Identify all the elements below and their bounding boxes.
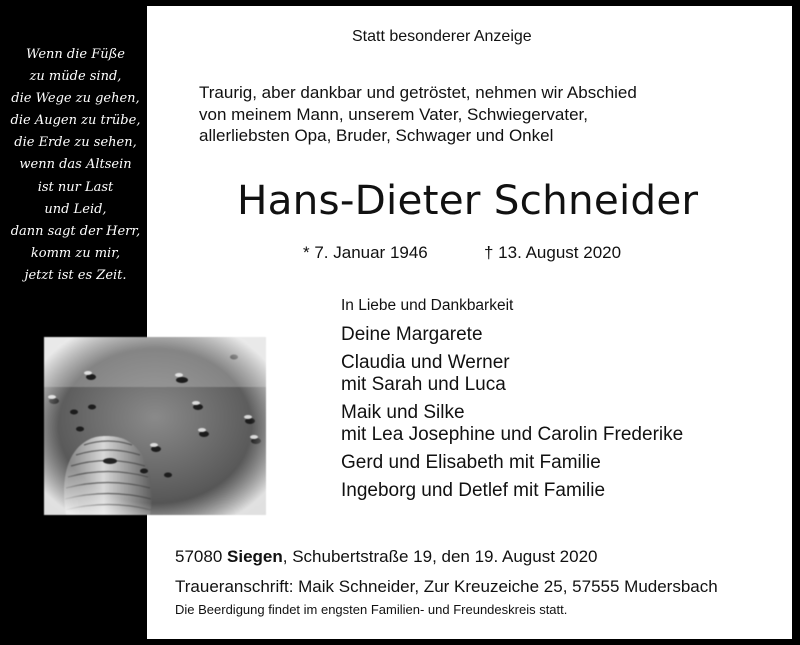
mourner-line: mit Sarah und Luca <box>341 374 506 395</box>
mourner-line: Deine Margarete <box>341 324 483 345</box>
place-and-date <box>175 547 597 567</box>
poem-line: die Erde zu sehen, <box>14 135 137 151</box>
mourner-line: Ingeborg und Detlef mit Familie <box>341 480 606 501</box>
mourner-group <box>341 480 683 502</box>
poem-line: dann sagt der Herr, <box>10 223 141 239</box>
poem-line: die Augen zu trübe, <box>10 113 141 129</box>
postal-code: 57080 <box>175 547 223 566</box>
birth-date: * 7. Januar 1946 <box>303 243 428 262</box>
poem-line: jetzt ist es Zeit. <box>24 267 127 283</box>
intro-line: von meinem Mann, unserem Vater, Schwiegervater, <box>199 104 588 124</box>
poem-line: komm zu mir, <box>30 245 121 261</box>
poem-line: die Wege zu gehen, <box>11 91 140 107</box>
intro-line: allerliebsten Opa, Bruder, Schwager und Onkel <box>199 126 554 145</box>
mourners-lead: In Liebe und Dankbarkeit <box>341 297 514 314</box>
poem-line: ist nur Last <box>37 179 114 195</box>
mourner-group <box>341 402 683 446</box>
poem <box>4 44 147 287</box>
city: Siegen <box>227 547 283 566</box>
deceased-name: Hans-Dieter Schneider <box>237 176 699 224</box>
mourner-line: Gerd und Elisabeth mit Familie <box>341 452 601 473</box>
mourner-line: Claudia und Werner <box>341 352 510 373</box>
mourner-line: Maik und Silke <box>341 402 465 423</box>
intro-text <box>199 82 637 147</box>
poem-line: und Leid, <box>44 201 107 217</box>
funeral-note: Die Beerdigung findet im engsten Familien- und Freundeskreis statt. <box>175 602 568 617</box>
poem-line: zu müde sind, <box>29 69 122 85</box>
mourner-group <box>341 324 683 346</box>
mourner-line: mit Lea Josephine und Carolin Frederike <box>341 424 684 445</box>
mourning-address: Traueranschrift: Maik Schneider, Zur Kreuzeiche 25, 57555 Mudersbach <box>175 577 718 596</box>
mourners-list <box>341 324 683 508</box>
death-date: † 13. August 2020 <box>484 243 622 262</box>
beehive-with-bees-image <box>44 337 266 515</box>
mourner-group <box>341 352 683 396</box>
poem-line: wenn das Altsein <box>19 157 132 173</box>
poem-line: Wenn die Füße <box>26 47 125 62</box>
mourner-group <box>341 452 683 474</box>
notice-header: Statt besonderer Anzeige <box>352 28 532 45</box>
intro-line: Traurig, aber dankbar und getröstet, nehmen wir Abschied <box>199 83 637 102</box>
place-rest: , Schubertstraße 19, den 19. August 2020 <box>282 547 598 566</box>
